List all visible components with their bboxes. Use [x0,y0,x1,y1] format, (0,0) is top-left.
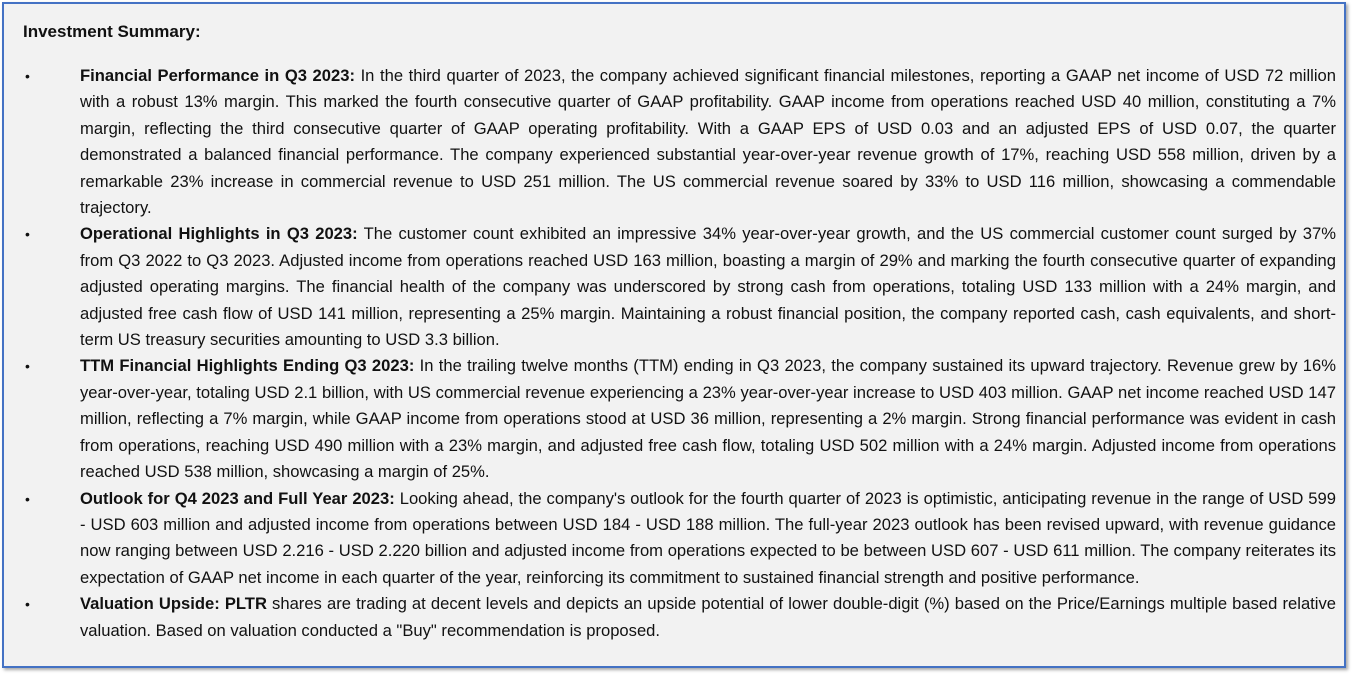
bullet-icon: • [25,358,30,375]
item-heading: Operational Highlights in Q3 2023: [80,224,358,244]
bullet-icon: • [25,490,30,507]
item-text: Looking ahead, the company's outlook for the fourth quarter of 2023 is optimistic, anticipating revenue in the range of USD 599 - USD 603 million and adjusted income from operations between USD 184 - USD 188 million. The full-year 2023 outlook has been revised upward, with revenue guidance now ranging between USD 2.216 - USD 2.220 billion and adjusted income from operations expected to be between USD 607 - USD 611 million. The company reiterates its expectation of GAAP net income in each quarter of the year, reinforcing its commitment to sustained financial strength and positive performance. [80,488,1336,587]
item-text: In the third quarter of 2023, the company achieved significant financial milestones, reporting a GAAP net income of USD 72 million with a robust 13% margin. This marked the fourth consecutive quarter of GAAP profitability. GAAP income from operations reached USD 40 million, constituting a 7% margin, reflecting the third consecutive quarter of GAAP operating profitability. With a GAAP EPS of USD 0.03 and an adjusted EPS of USD 0.07, the quarter demonstrated a balanced financial performance. The company experienced substantial year-over-year revenue growth of 17%, reaching USD 558 million, driven by a remarkable 23% increase in commercial revenue to USD 251 million. The US commercial revenue soared by 33% to USD 116 million, showcasing a commendable trajectory. [80,66,1337,218]
item-text: The customer count exhibited an impressive 34% year-over-year growth, and the US commercial customer count surged by 37% from Q3 2022 to Q3 2023. Adjusted income from operations reached USD 163 million, boasting a margin of 29% and marking the fourth consecutive quarter of expanding adjusted operating margins. The financial health of the company was underscored by strong cash from operations, totaling USD 133 million with a 24% margin, and adjusted free cash flow of USD 141 million, representing a 25% margin. Maintaining a robust financial position, the company reported cash, cash equivalents, and short-term US treasury securities amounting to USD 3.3 billion. [80,224,1336,350]
investment-summary-box [2,2,1346,668]
item-text: In the trailing twelve months (TTM) ending in Q3 2023, the company sustained its upward trajectory. Revenue grew by 16% year-over-year, totaling USD 2.1 billion, with US commercial revenue experiencing a 23% year-over-year increase to USD 403 million. GAAP net income reached USD 147 million, reflecting a 7% margin, while GAAP income from operations stood at USD 36 million, representing a 2% margin. Strong financial performance was evident in cash from operations, reaching USD 490 million with a 23% margin, and adjusted free cash flow, totaling USD 502 million with a 24% margin. Adjusted income from operations reached USD 538 million, showcasing a margin of 25%. [80,356,1337,482]
item-heading: Financial Performance in Q3 2023: [80,66,355,85]
list-item [24,591,1336,644]
list-item [24,221,1336,353]
list-item [24,353,1336,485]
summary-title: Investment Summary: [23,22,201,41]
list-item [24,63,1336,221]
bullet-icon: • [25,68,30,84]
item-heading: Outlook for Q4 2023 and Full Year 2023: [80,488,395,508]
bullet-icon: • [25,596,30,613]
list-item [24,486,1336,592]
item-heading: TTM Financial Highlights Ending Q3 2023: [80,356,415,376]
item-heading: Valuation Upside: PLTR [80,594,267,614]
item-text: shares are trading at decent levels and depicts an upside potential of lower double-digit (%) based on the Price/Earnings multiple based relative valuation. Based on valuation conducted a "Buy" recommendation is proposed. [80,594,1336,640]
summary-bullet-list [24,63,1336,644]
bullet-icon: • [25,226,30,243]
